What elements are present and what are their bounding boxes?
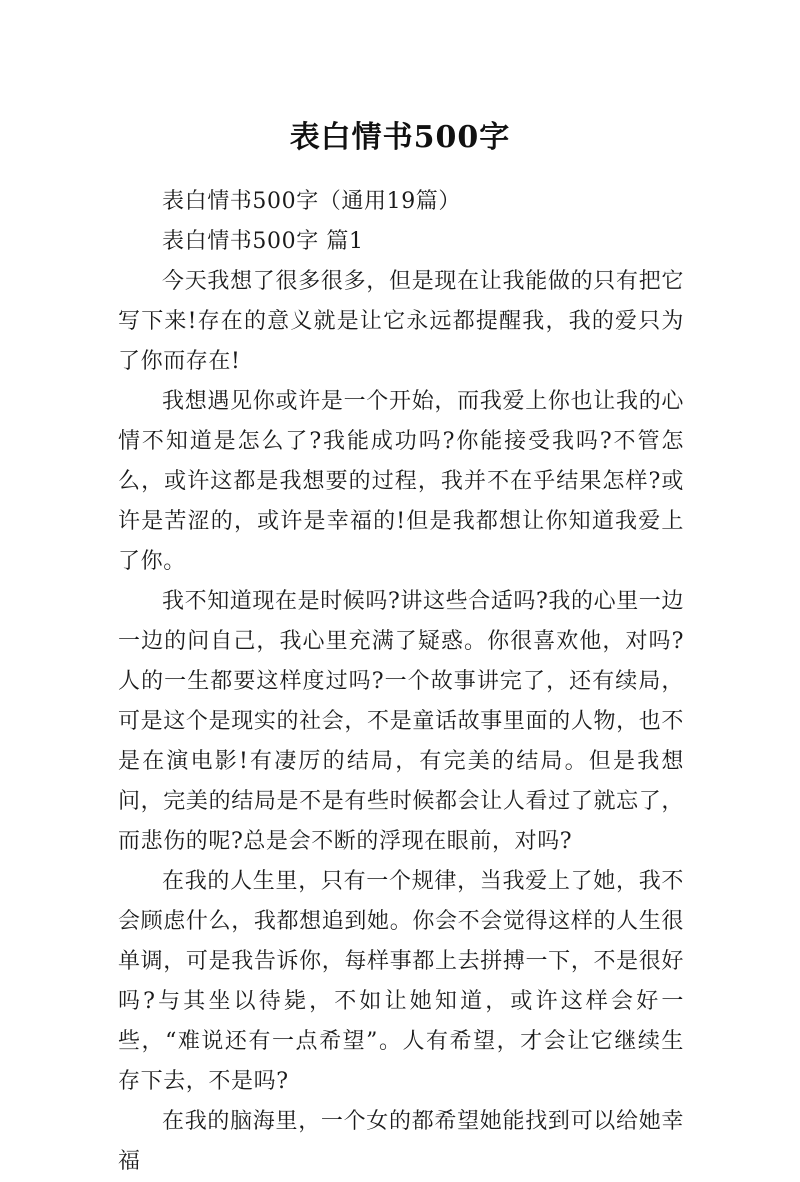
document-body (118, 182, 684, 1182)
section-heading: 表白情书500字 篇1 (162, 229, 364, 254)
document-title: 表白情书500字 (289, 120, 511, 156)
paragraph-2: 我想遇见你或许是一个开始，而我爱上你也让我的心情不知道是怎么了?我能成功吗?你能接受我吗?不管怎么，或许这都是我想要的过程，我并不在乎结果怎样?或许是苦涩的，或许是幸福的!但是我都想让你知道我爱上了你。 (118, 389, 684, 574)
paragraph-1: 今天我想了很多很多，但是现在让我能做的只有把它写下来!存在的意义就是让它永远都提醒我，我的爱只为了你而存在! (118, 269, 684, 374)
paragraph-4: 在我的人生里，只有一个规律，当我爱上了她，我不会顾虑什么，我都想追到她。你会不会觉得这样的人生很单调，可是我告诉你，每样事都上去拼搏一下，不是很好吗?与其坐以待毙，不如让她知道，或许这样会好一些，“难说还有一点希望”。人有希望，才会让它继续生存下去，不是吗? (118, 869, 684, 1094)
paragraph-3: 我不知道现在是时候吗?讲这些合适吗?我的心里一边一边的问自己，我心里充满了疑惑。你很喜欢他，对吗?人的一生都要这样度过吗?一个故事讲完了，还有续局，可是这个是现实的社会，不是童话故事里面的人物，也不是在演电影!有凄厉的结局，有完美的结局。但是我想问，完美的结局是不是有些时候都会让人看过了就忘了，而悲伤的呢?总是会不断的浮现在眼前，对吗? (118, 589, 684, 854)
document-subtitle: 表白情书500字（通用19篇） (162, 189, 461, 214)
paragraph-5: 在我的脑海里，一个女的都希望她能找到可以给她幸福 (118, 1109, 684, 1174)
